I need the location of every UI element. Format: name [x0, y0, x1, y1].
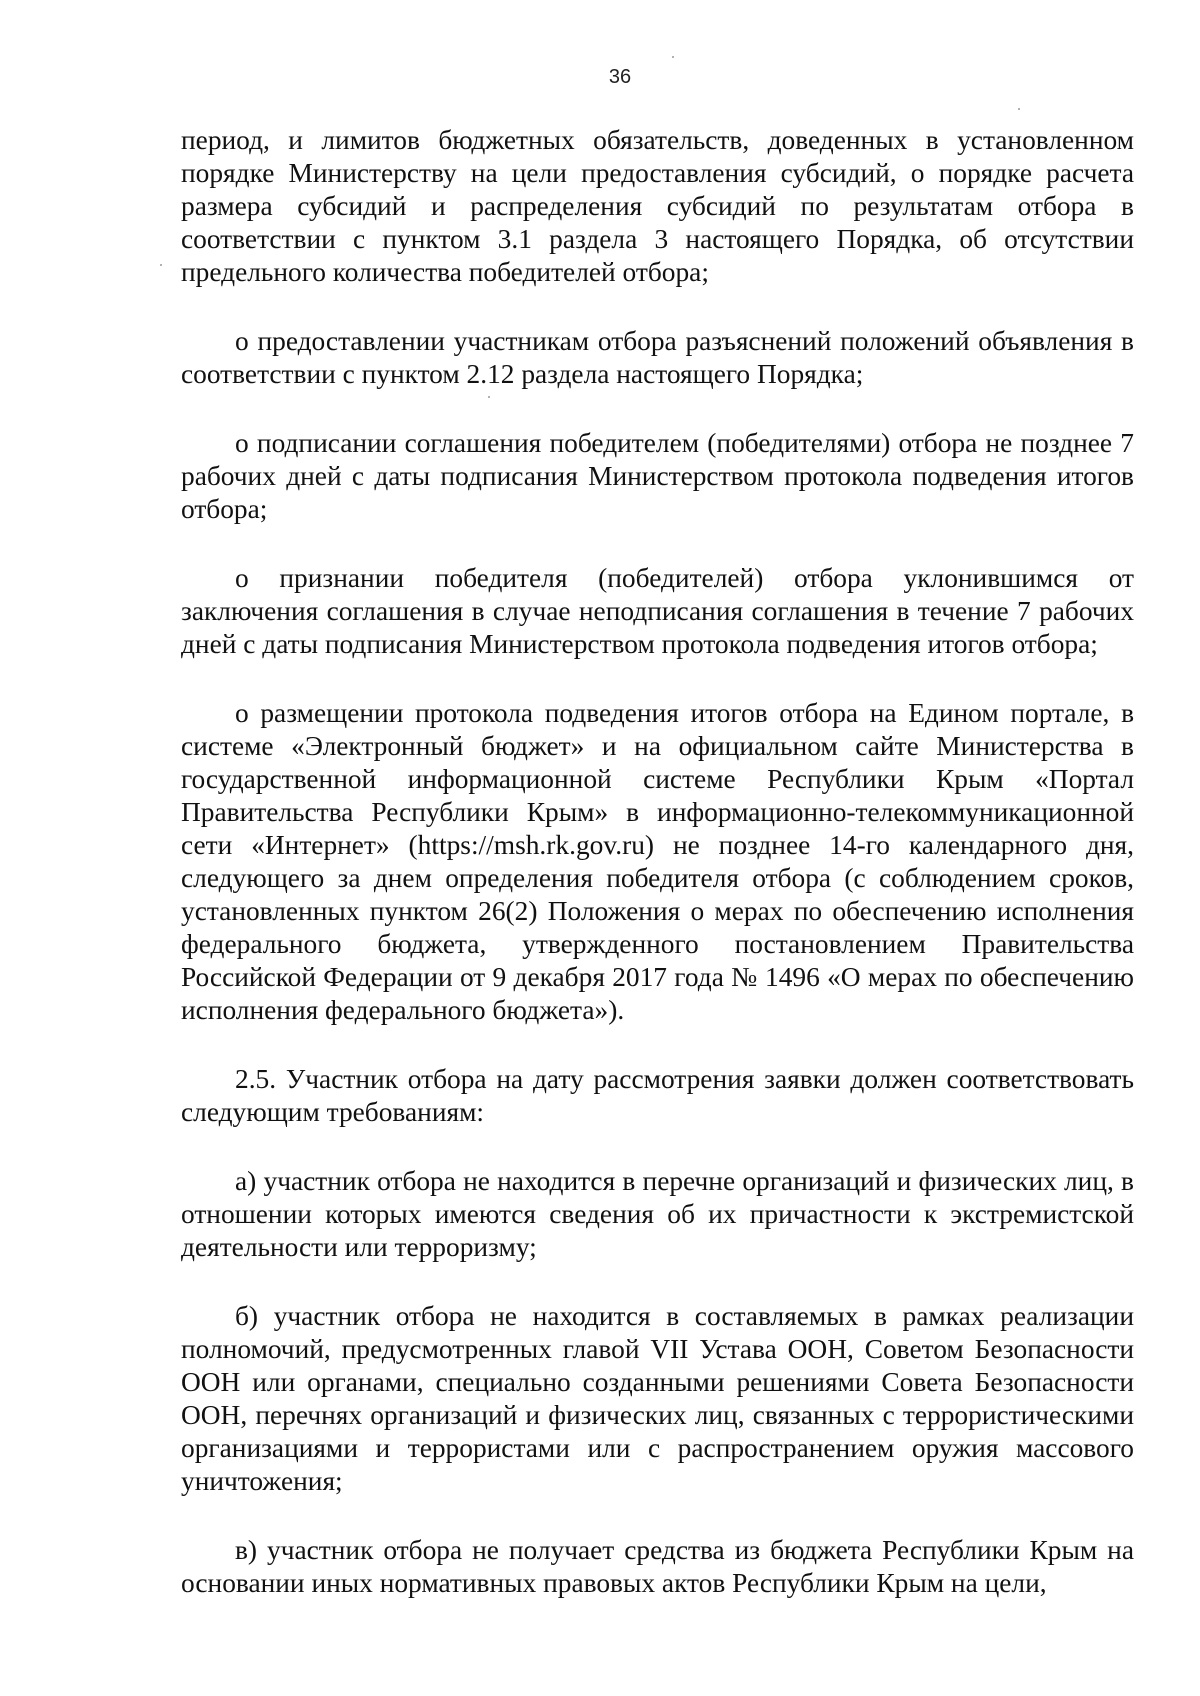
scan-speck — [672, 56, 674, 58]
scan-speck — [1018, 108, 1020, 110]
paragraph-clarifications: о предоставлении участникам отбора разъяснений положений объявления в соответствии с пунктом 2.12 раздела настоящего Порядка; — [181, 326, 1134, 389]
paragraph-budget-limits: период, и лимитов бюджетных обязательств, доведенных в установленном порядке Министерству на цели предоставления субсидий, о порядке расчета размера субсидий и распределения субсидий по результатам отбора в соответствии с пунктом 3.1 раздела 3 настоящего Порядка, об отсутствии предельного количества победителей отбора; — [181, 125, 1134, 287]
paragraph-requirement-v: в) участник отбора не получает средства из бюджета Республики Крым на основании иных нормативных правовых актов Республики Крым на цели, — [181, 1535, 1134, 1598]
scan-speck — [488, 396, 490, 398]
paragraph-requirement-b: б) участник отбора не находится в составляемых в рамках реализации полномочий, предусмотренных главой VII Устава ООН, Советом Безопасности ООН или органами, специально созданными решениями Совета Безопасности ООН, перечнях организаций и физических лиц, связанных с террористическими организациями и террористами или с распространением оружия массового уничтожения; — [181, 1301, 1134, 1496]
paragraph-agreement-signing: о подписании соглашения победителем (победителями) отбора не позднее 7 рабочих дней с даты подписания Министерством протокола подведения итогов отбора; — [181, 428, 1134, 524]
document-body — [181, 124, 1134, 1600]
paragraph-evasion: о признании победителя (победителей) отбора уклонившимся от заключения соглашения в случае неподписания соглашения в течение 7 рабочих дней с даты подписания Министерством протокола подведения итогов отбора; — [181, 563, 1134, 659]
paragraph-protocol-publication: о размещении протокола подведения итогов отбора на Едином портале, в системе «Электронный бюджет» и на официальном сайте Министерства в государственной информационной системе Республики Крым «Портал Правительства Республики Крым» в информационно-телекоммуникационной сети «Интернет» (https://msh.rk.gov.ru) не позднее 14-го календарного дня, следующего за днем определения победителя отбора (с соблюдением сроков, установленных пунктом 26(2) Положения о мерах по обеспечению исполнения федерального бюджета, утвержденного постановлением Правительства Российской Федерации от 9 декабря 2017 года № 1496 «О мерах по обеспечению исполнения федерального бюджета»). — [181, 698, 1134, 1025]
paragraph-section-2-5: 2.5. Участник отбора на дату рассмотрения заявки должен соответствовать следующим требованиям: — [181, 1064, 1134, 1127]
page-number: 36 — [608, 66, 632, 88]
paragraph-requirement-a: а) участник отбора не находится в перечне организаций и физических лиц, в отношении которых имеются сведения об их причастности к экстремистской деятельности или терроризму; — [181, 1166, 1134, 1262]
scan-speck — [160, 264, 162, 266]
